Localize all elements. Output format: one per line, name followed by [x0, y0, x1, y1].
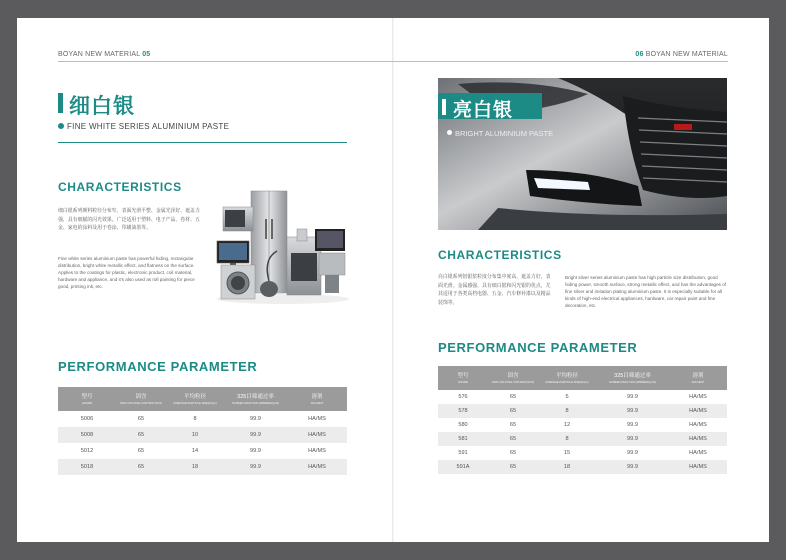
cell-size: 18 [191, 464, 199, 470]
cell-content: 65 [509, 422, 517, 428]
cell-screen: 99.9 [627, 394, 638, 400]
cell-solvent: HA/MS [689, 394, 707, 400]
column-header: 平均粒径 AVERAGE PARTICLE SIZE(±2μm) [173, 393, 217, 405]
cell-grade: 591A [456, 464, 470, 470]
running-header-right [635, 51, 728, 58]
cell-content: 65 [509, 408, 517, 414]
cell-size: 18 [563, 464, 571, 470]
column-header: 325目筛通过率 SCREEN ANALYSIS (325MESH)(≥%) [608, 372, 657, 384]
characteristics-en-text: Fine white series aluminium paste has powerful hiding, rectangular distribution, bright white metallic effect, and flatness on the surface. Applies to the coatings for plastic, electronic product, coil material, hardware and appliance, and it's also used as roll painting for piece good, printing ink, etc. [58, 256, 195, 289]
cell-size: 12 [563, 422, 571, 428]
column-header: 溶剂 SOLVENT [691, 372, 705, 384]
table-row [438, 432, 727, 446]
cell-content: 65 [137, 448, 145, 454]
cell-size: 8 [565, 436, 569, 442]
cell-grade: 580 [458, 422, 468, 428]
column-header: 固含 NON-VOLATILE CONTENT(±1%) [491, 372, 535, 384]
cell-solvent: HA/MS [308, 416, 326, 422]
car-photo [438, 78, 727, 230]
header-brand: BOYAN NEW MATERIAL [58, 51, 141, 58]
bullet-dot-icon [447, 130, 452, 135]
cell-screen: 99.9 [627, 422, 638, 428]
cell-grade: 591 [458, 450, 468, 456]
characteristics-heading: CHARACTERISTICS [58, 180, 182, 194]
cell-grade: 576 [458, 394, 468, 400]
cell-content: 65 [509, 450, 517, 456]
characteristics-heading: CHARACTERISTICS [438, 248, 562, 262]
cell-solvent: HA/MS [308, 464, 326, 470]
product-title: 亮白银 [453, 100, 514, 121]
cell-content: 65 [509, 464, 517, 470]
cell-grade: 5012 [80, 448, 94, 454]
cell-solvent: HA/MS [308, 448, 326, 454]
performance-heading: PERFORMANCE PARAMETER [58, 359, 258, 374]
cell-grade: 581 [458, 436, 468, 442]
characteristics-cn-text: 亮白银系列铝银浆粒度分布集中度高，遮盖力好，表面光滑，金属感强，具有细白银和闪光银的优点，尤其适用于各类高档电器、五金、汽车修补漆以及精品装饰等。 [438, 275, 551, 306]
page-number: 05 [142, 51, 151, 58]
cell-size: 15 [563, 450, 571, 456]
cell-content: 65 [137, 432, 145, 438]
table-header-row [58, 387, 347, 411]
page-left [17, 18, 393, 542]
column-header: 型号 GRADE [81, 393, 93, 405]
cell-content: 65 [509, 436, 517, 442]
table-row [438, 418, 727, 432]
cell-content: 65 [137, 464, 145, 470]
cell-solvent: HA/MS [689, 422, 707, 428]
table-row [438, 460, 727, 474]
cell-solvent: HA/MS [689, 408, 707, 414]
table-row [438, 446, 727, 460]
cell-solvent: HA/MS [308, 432, 326, 438]
header-brand: BOYAN NEW MATERIAL [645, 51, 728, 58]
cell-solvent: HA/MS [689, 436, 707, 442]
cell-screen: 99.9 [250, 416, 261, 422]
cell-grade: 5008 [80, 432, 94, 438]
cell-screen: 99.9 [250, 464, 261, 470]
column-header: 溶剂 SOLVENT [310, 393, 324, 405]
cell-size: 14 [191, 448, 199, 454]
header-rule [393, 61, 728, 62]
cell-size: 10 [191, 432, 199, 438]
cell-screen: 99.9 [627, 408, 638, 414]
running-header-left [58, 51, 150, 58]
cell-size: 8 [565, 408, 569, 414]
cell-solvent: HA/MS [689, 464, 707, 470]
cell-solvent: HA/MS [689, 450, 707, 456]
table-row [438, 390, 727, 404]
cell-content: 65 [137, 416, 145, 422]
table-row [58, 459, 347, 475]
table-row [58, 443, 347, 459]
characteristics-en-text: Bright silver series aluminium paste has high particle size distribution, good hiding power, smooth surface, strong metallic effect, and has the advantages of fine silver and imitation plating aluminium paste. It is especially suitable for all kinds of high-end electrical appliances, hardware, car repair paint and fine decoration, etc. [565, 275, 727, 308]
cell-size: 8 [193, 416, 197, 422]
subtitle-rule [58, 142, 347, 143]
table-header-row [438, 366, 727, 390]
title-accent-bar [58, 93, 63, 113]
performance-table [438, 366, 727, 474]
product-title: 细白银 [69, 95, 135, 118]
cell-size: 5 [565, 394, 569, 400]
column-header: 325目筛通过率 SCREEN ANALYSIS (325MESH)(≥%) [231, 393, 280, 405]
product-subtitle: BRIGHT ALUMINIUM PASTE [455, 129, 554, 138]
home-appliances-icon [215, 189, 350, 305]
cell-content: 65 [509, 394, 517, 400]
cell-screen: 99.9 [627, 450, 638, 456]
cell-grade: 5018 [80, 464, 94, 470]
product-subtitle: FINE WHITE SERIES ALUMINIUM PASTE [67, 122, 230, 131]
header-rule [58, 61, 393, 62]
cell-grade: 5006 [80, 416, 94, 422]
cell-grade: 578 [458, 408, 468, 414]
column-header: 平均粒径 AVERAGE PARTICLE SIZE(±2μm) [545, 372, 589, 384]
cell-screen: 99.9 [627, 436, 638, 442]
bullet-dot-icon [58, 123, 64, 129]
cell-screen: 99.9 [250, 432, 261, 438]
cell-screen: 99.9 [627, 464, 638, 470]
column-header: 型号 GRADE [457, 372, 469, 384]
performance-table [58, 387, 347, 475]
performance-heading: PERFORMANCE PARAMETER [438, 340, 638, 355]
cell-screen: 99.9 [250, 448, 261, 454]
table-row [58, 411, 347, 427]
table-row [438, 404, 727, 418]
title-accent-bar [442, 99, 446, 115]
column-header: 固含 NON-VOLATILE CONTENT(±1%) [119, 393, 163, 405]
brochure-spread [17, 18, 769, 542]
table-row [58, 427, 347, 443]
characteristics-cn-text: 细白银系列颜料粒径分布窄，表面光滑平整、金属光泽好、遮盖力强，具有细腻的闪光效果。广泛适用于塑料、电子产品、卷材、五金、家电的涂料及用于卷涂、印刷油墨等。 [58, 209, 200, 231]
page-number: 06 [635, 51, 644, 58]
